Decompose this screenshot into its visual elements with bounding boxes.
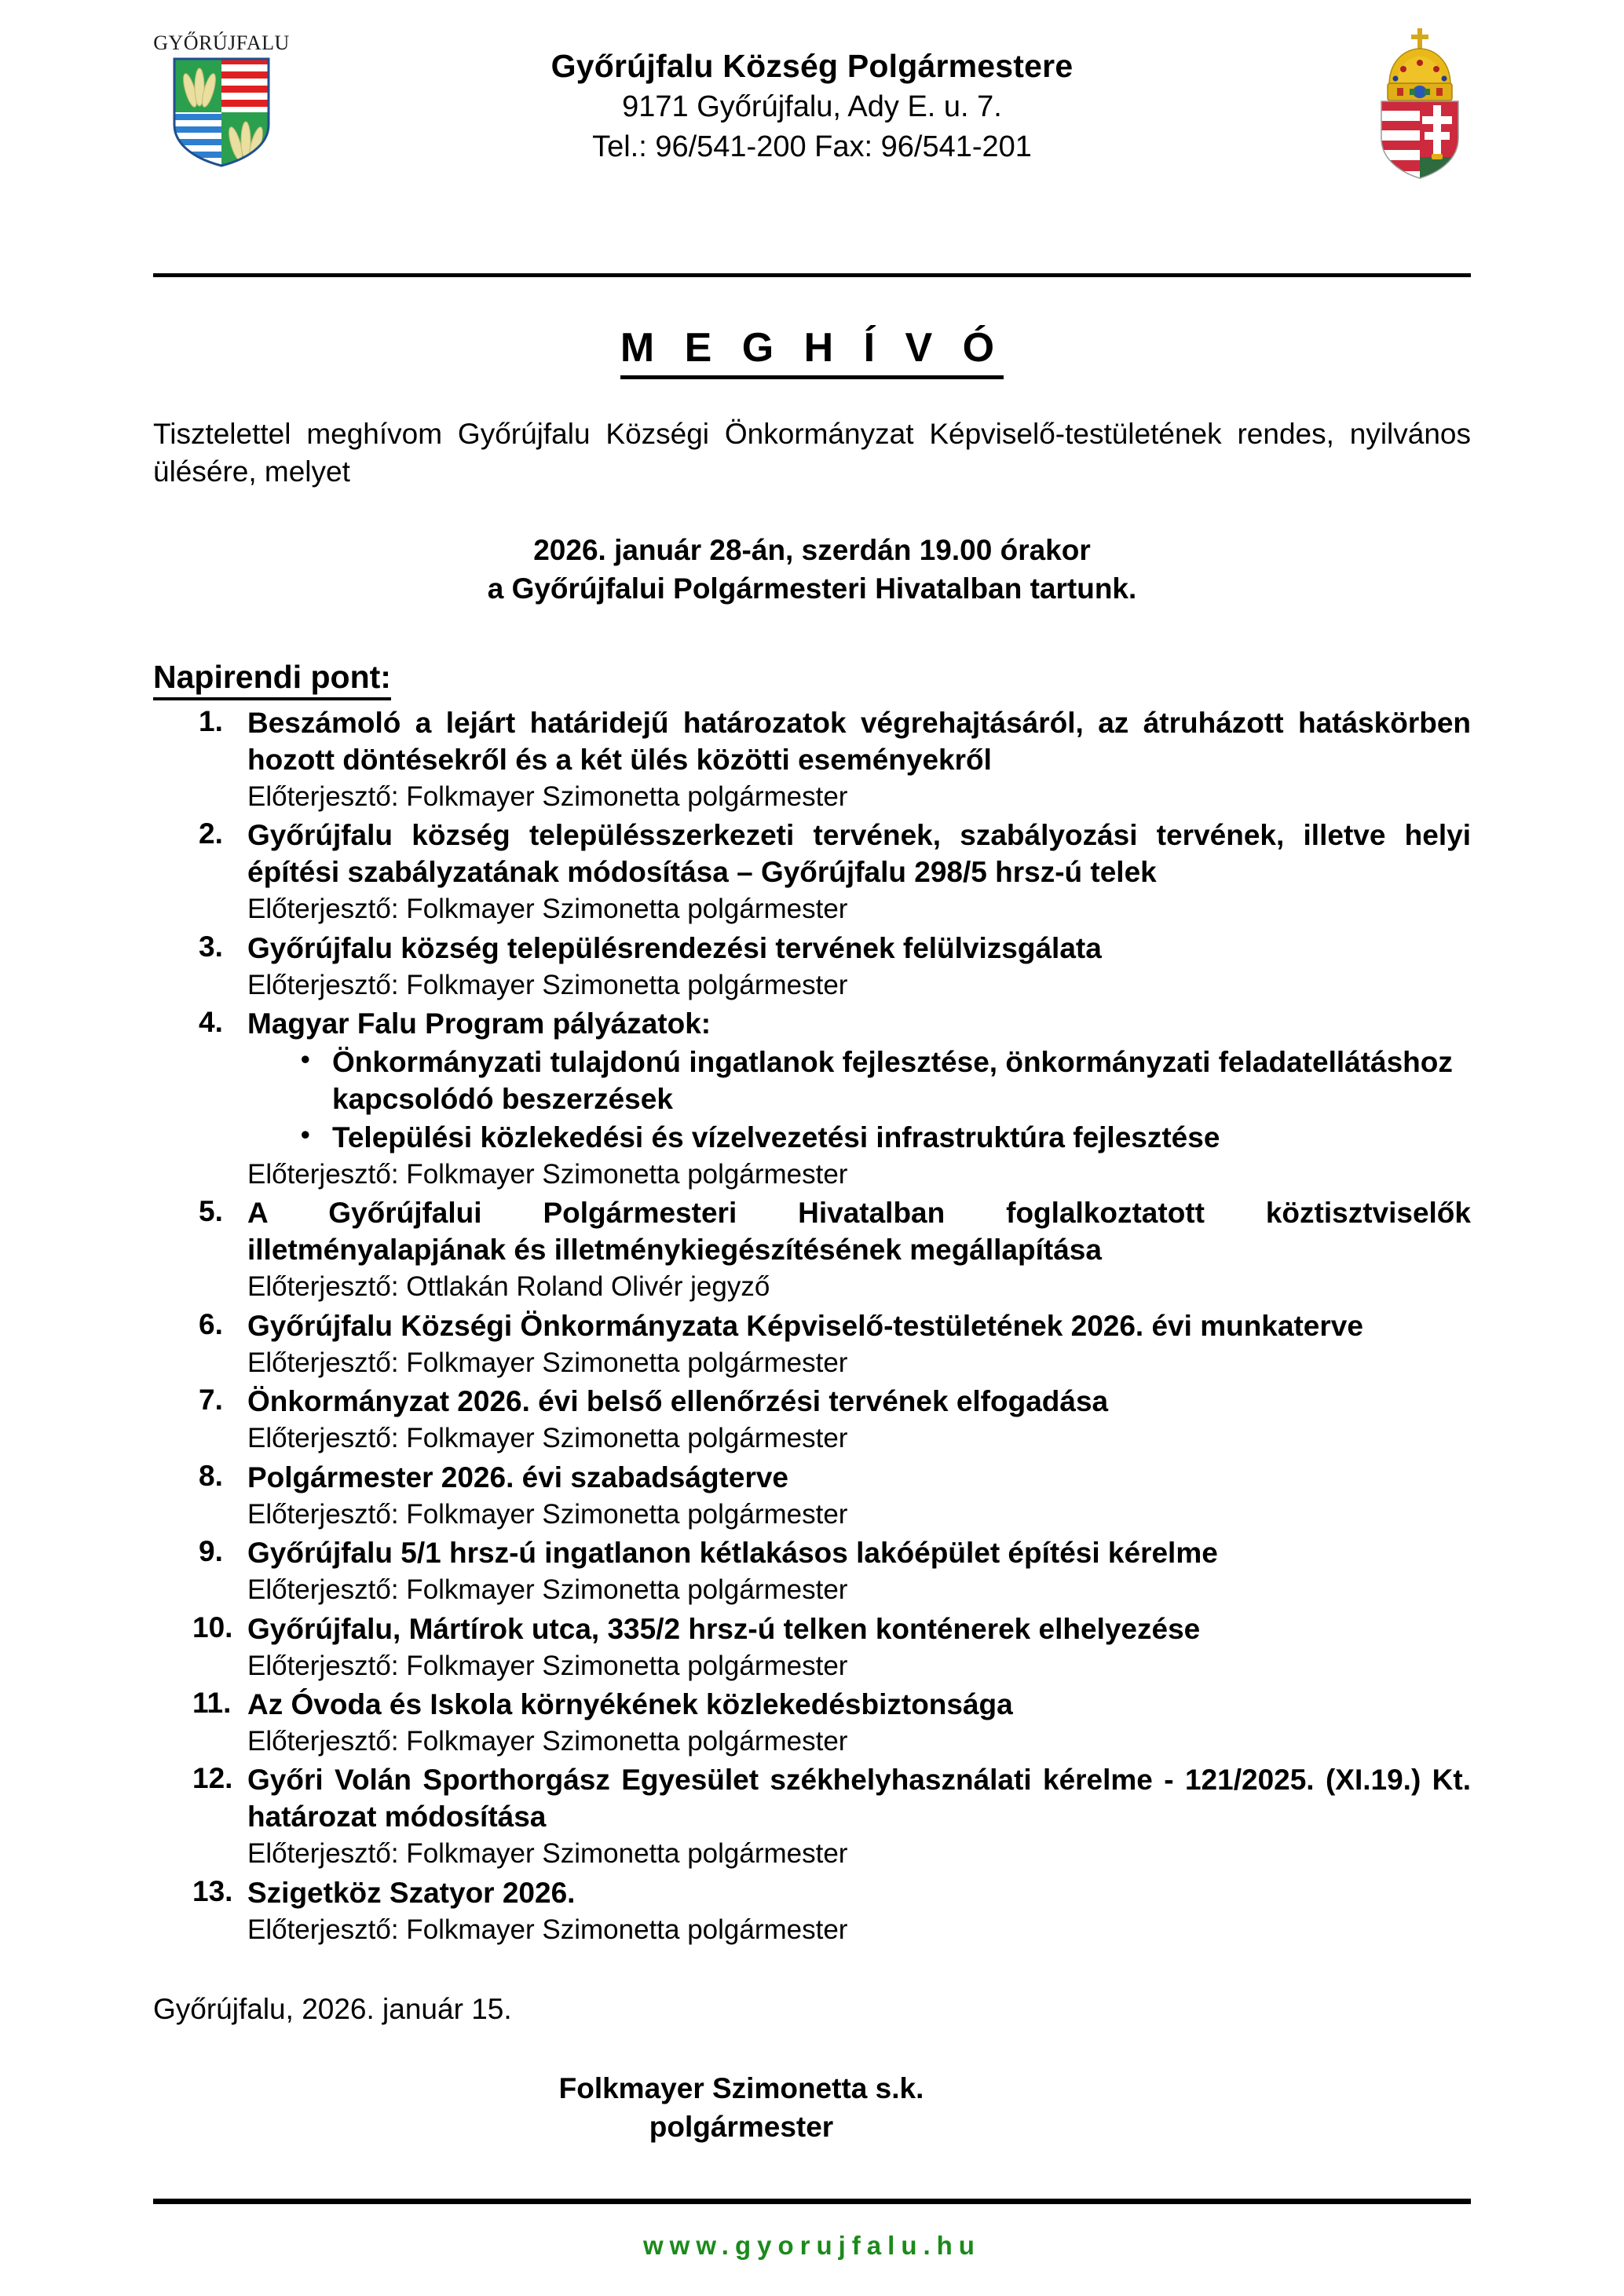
agenda-item-number: 10.: [192, 1610, 233, 1643]
agenda-item-title: Szigetköz Szatyor 2026.: [247, 1876, 576, 1909]
agenda-item-number: 13.: [192, 1874, 233, 1907]
agenda-item-presenter: Előterjesztő: Folkmayer Szimonetta polgármester: [247, 1159, 848, 1190]
meeting-location: a Győrújfalui Polgármesteri Hivatalban tartunk.: [487, 572, 1137, 605]
agenda-heading: Napirendi pont:: [153, 659, 391, 700]
agenda-item-presenter: Előterjesztő: Folkmayer Szimonetta polgármester: [247, 1498, 848, 1530]
agenda-item-title: A Győrújfalui Polgármesteri Hivatalban foglalkoztatott köztisztviselők illetményalapjának és illetménykiegészítésének megállapítása: [247, 1197, 1471, 1267]
website-url[interactable]: www.gyorujfalu.hu: [643, 2230, 981, 2260]
agenda-item-presenter: Előterjesztő: Folkmayer Szimonetta polgármester: [247, 969, 848, 1000]
organization-title: Győrújfalu Község Polgármestere: [550, 48, 1074, 84]
agenda-item-number: 11.: [192, 1686, 232, 1719]
agenda-item-number: 2.: [199, 817, 223, 850]
agenda-item-title: Önkormányzat 2026. évi belső ellenőrzési tervének elfogadása: [247, 1385, 1109, 1418]
footer-divider: [153, 2199, 1471, 2204]
agenda-item: [153, 1762, 1471, 1871]
agenda-item-presenter: Előterjesztő: Folkmayer Szimonetta polgármester: [247, 894, 848, 925]
agenda-item: [153, 1308, 1471, 1380]
agenda-item-title: Győri Volán Sporthorgász Egyesület székhelyhasználati kérelme - 121/2025. (XI.19.) Kt. határozat módosítása: [247, 1764, 1471, 1834]
agenda-item: [153, 930, 1471, 1003]
agenda-list: [153, 705, 1471, 1947]
agenda-subitem: • Települési közlekedési és vízelvezetési infrastruktúra fejlesztése: [296, 1120, 1471, 1157]
organization-phone: Tel.: 96/541-200 Fax: 96/541-201: [592, 130, 1032, 163]
agenda-item: [153, 1535, 1471, 1607]
agenda-item: [153, 1687, 1471, 1759]
village-coat-of-arms: [147, 31, 296, 167]
organization-address: 9171 Győrújfalu, Ady E. u. 7.: [622, 90, 1002, 124]
signature-role: polgármester: [649, 2111, 834, 2144]
agenda-item-presenter: Előterjesztő: Folkmayer Szimonetta polgármester: [247, 1725, 848, 1757]
agenda-item-number: 4.: [199, 1006, 223, 1039]
agenda-item-title: Az Óvoda és Iskola környékének közlekedésbiztonsága: [247, 1687, 1013, 1720]
agenda-item: [153, 1875, 1471, 1947]
letterhead-text: [153, 46, 1471, 166]
agenda-item-presenter: Előterjesztő: Folkmayer Szimonetta polgármester: [247, 1423, 848, 1454]
agenda-item-number: 9.: [199, 1535, 223, 1568]
signature-block: [153, 2070, 1471, 2147]
agenda-item: [153, 1460, 1471, 1532]
agenda-item-title: Győrújfalu község településrendezési tervének felülvizsgálata: [247, 931, 1102, 964]
hungary-coat-of-arms: [1361, 24, 1479, 181]
agenda-item-title: Győrújfalu Községi Önkormányzata Képviselő-testületének 2026. évi munkaterve: [247, 1309, 1363, 1342]
signature-name: Folkmayer Szimonetta s.k.: [558, 2072, 924, 2105]
page-title: [153, 324, 1471, 371]
agenda-item-presenter: Előterjesztő: Folkmayer Szimonetta polgármester: [247, 1838, 848, 1870]
agenda-item-presenter: Előterjesztő: Ottlakán Roland Olivér jegyző: [247, 1271, 770, 1303]
agenda-item-title: Polgármester 2026. évi szabadságterve: [247, 1461, 788, 1493]
agenda-item-title: Győrújfalu község településszerkezeti tervének, szabályozási tervének, illetve helyi építési szabályzatának módosítása – Győrújfalu 298/5 hrsz-ú telek: [247, 819, 1471, 889]
agenda-item-presenter: Előterjesztő: Folkmayer Szimonetta polgármester: [247, 781, 848, 812]
village-shield-icon: [173, 57, 270, 167]
agenda-item-presenter: Előterjesztő: Folkmayer Szimonetta polgármester: [247, 1650, 848, 1681]
agenda-item-title: Győrújfalu, Mártírok utca, 335/2 hrsz-ú telken konténerek elhelyezése: [247, 1612, 1201, 1645]
hungary-crest-icon: [1369, 24, 1471, 181]
agenda-item: [153, 1384, 1471, 1456]
meeting-details: [153, 532, 1471, 609]
agenda-item-number: 6.: [199, 1307, 223, 1340]
agenda-subitem-list: [247, 1044, 1471, 1157]
agenda-subitem: • Önkormányzati tulajdonú ingatlanok fejlesztése, önkormányzati feladatellátáshoz kapcsolódó beszerzések: [296, 1044, 1471, 1118]
agenda-item-number: 7.: [199, 1384, 223, 1417]
agenda-item-number: 1.: [199, 704, 223, 737]
document-body: [153, 277, 1471, 2147]
agenda-item-presenter: Előterjesztő: Folkmayer Szimonetta polgármester: [247, 1574, 848, 1606]
village-crest-label: GYŐRÚJFALU: [153, 31, 290, 54]
agenda-item-number: 5.: [199, 1195, 223, 1228]
meeting-datetime: 2026. január 28-án, szerdán 19.00 órakor: [533, 534, 1091, 567]
agenda-item-number: 8.: [199, 1459, 223, 1492]
agenda-item-title: Beszámoló a lejárt határidejű határozatok végrehajtásáról, az átruházott hatáskörben hozott döntésekről és a két ülés közötti eseményekről: [247, 706, 1471, 776]
page-title-text: M E G H Í V Ó: [620, 325, 1004, 379]
invitation-intro: Tisztelettel meghívom Győrújfalu Községi Önkormányzat Képviselő-testületének rendes, nyilvános ülésére, melyet: [153, 418, 1471, 488]
agenda-item-number: 12.: [192, 1762, 233, 1795]
letterhead: [153, 0, 1471, 273]
agenda-item: [153, 1611, 1471, 1684]
agenda-item-presenter: Előterjesztő: Folkmayer Szimonetta polgármester: [247, 1347, 848, 1378]
agenda-item-number: 3.: [199, 930, 223, 963]
agenda-item-title: Magyar Falu Program pályázatok:: [247, 1007, 711, 1040]
agenda-item: [153, 1006, 1471, 1192]
place-and-date: Győrújfalu, 2026. január 15.: [153, 1993, 512, 2026]
agenda-item-presenter: Előterjesztő: Folkmayer Szimonetta polgármester: [247, 1914, 848, 1945]
agenda-item-title: Győrújfalu 5/1 hrsz-ú ingatlanon kétlakásos lakóépület építési kérelme: [247, 1537, 1218, 1570]
agenda-item: [153, 705, 1471, 814]
agenda-item: [153, 817, 1471, 927]
agenda-item: [153, 1195, 1471, 1304]
